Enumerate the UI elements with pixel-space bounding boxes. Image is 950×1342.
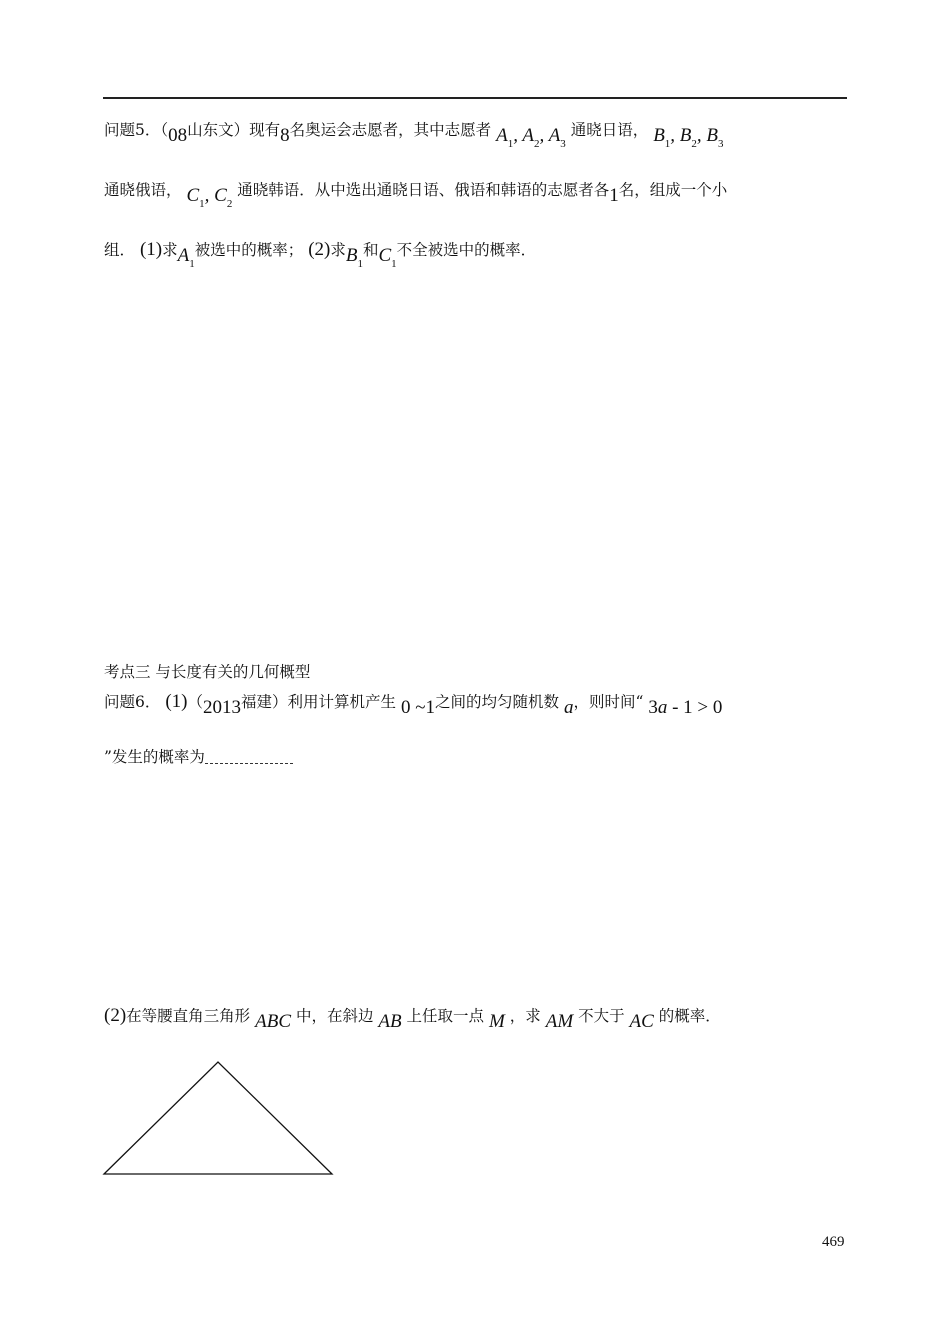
q5-ask2-and: 和 bbox=[362, 241, 379, 259]
q5-b3: $B_3$ bbox=[706, 125, 724, 150]
q6-part-1: (1) bbox=[165, 691, 188, 712]
q6-source-year: 2013 bbox=[203, 697, 241, 718]
q5-label: 问题 bbox=[104, 121, 136, 139]
q6-line-1 bbox=[104, 690, 723, 718]
q5-count: 8 bbox=[280, 125, 290, 146]
q5-source-name: 山东文）现有 bbox=[187, 121, 281, 139]
q5-c2: $C_2$ bbox=[214, 185, 233, 210]
q5-line-2: 通晓俄语， $C_1$, $C_2$ 通晓韩语．从中选出通晓日语、俄语和韩语的志愿者各1名，组成一个小 bbox=[104, 181, 728, 210]
q6-line-3 bbox=[104, 1004, 721, 1032]
q6-leg: AC bbox=[629, 1011, 654, 1032]
q5-text-4: 通晓韩语．从中选出通晓日语、俄语和韩语的志愿者各 bbox=[237, 181, 610, 199]
q5-ask1-var: $A_1$ bbox=[177, 245, 195, 270]
q5-text-2: 通晓日语， bbox=[570, 121, 649, 139]
q5-text-1: 名奥运会志愿者，其中志愿者 bbox=[289, 121, 492, 139]
q6-text-6: 上任取一点 bbox=[406, 1007, 485, 1025]
q5-text-6: 组． bbox=[104, 241, 136, 259]
q5-a1: $A_1$ bbox=[496, 125, 514, 150]
page-number: 469 bbox=[822, 1234, 845, 1250]
q5-part-2: (2) bbox=[308, 239, 331, 260]
q5-b2: $B_2$ bbox=[679, 125, 697, 150]
q5-number: 5． bbox=[135, 121, 161, 139]
q6-triangle-name: ABC bbox=[255, 1011, 291, 1032]
q5-ask1-rest: 被选中的概率； bbox=[194, 241, 304, 259]
q6-text-5: 中，在斜边 bbox=[295, 1007, 374, 1025]
q6-text-7: ，求 bbox=[509, 1007, 541, 1025]
q6-label: 问题 bbox=[104, 693, 136, 711]
q5-line-3 bbox=[104, 238, 537, 270]
q6-range: 0 ~1 bbox=[400, 697, 435, 718]
q6-paren-open: （ bbox=[187, 693, 203, 711]
q5-part-1: (1) bbox=[139, 239, 163, 260]
q6-source-name: 福建）利用计算机产生 bbox=[241, 693, 397, 711]
q5-b1: $B_1$ bbox=[653, 125, 671, 150]
q5-a2: $A_2$ bbox=[522, 125, 540, 150]
q6-var: a bbox=[563, 697, 574, 718]
q5-text-5: 名，组成一个小 bbox=[618, 181, 728, 199]
q5-line-1: 问题5．（08山东文）现有8名奥运会志愿者，其中志愿者 $A_1$, $A_2$, $A_3$ 通晓日语， $B_1$, $B_2$, $B_3$ bbox=[104, 121, 724, 150]
q6-number: 6． bbox=[135, 693, 161, 711]
q5-a3: $A_3$ bbox=[548, 125, 566, 150]
q5-paren-open: （ bbox=[160, 121, 169, 139]
q5-source-year: 08 bbox=[168, 125, 188, 146]
q6-text-4: 在等腰直角三角形 bbox=[126, 1007, 251, 1025]
answer-blank[interactable] bbox=[205, 749, 293, 764]
q6-text-2: ，则时间“ bbox=[573, 693, 644, 711]
q6-text-1: 之间的均匀随机数 bbox=[434, 693, 559, 711]
q6-part-2: (2) bbox=[104, 1005, 127, 1026]
q6-text-9: 的概率． bbox=[658, 1007, 721, 1025]
q6-hypotenuse: AB bbox=[378, 1011, 402, 1032]
q5-text-3: 通晓俄语， bbox=[104, 181, 182, 199]
q6-inequality: 3a - 1 > 0 bbox=[648, 697, 723, 718]
q5-one: 1 bbox=[609, 185, 619, 206]
q6-text-3: ”发生的概率为 bbox=[104, 748, 205, 766]
q5-ask2-rest: 不全被选中的概率． bbox=[396, 241, 537, 259]
q6-point: M bbox=[489, 1011, 505, 1032]
q5-ask-2: 求 bbox=[330, 241, 346, 259]
q6-segment: AM bbox=[545, 1011, 574, 1032]
triangle-diagram bbox=[100, 1058, 340, 1180]
section-3-title: 考点三 与长度有关的几何概型 bbox=[104, 663, 311, 681]
q6-text-8: 不大于 bbox=[578, 1007, 625, 1025]
q5-c1: $C_1$ bbox=[186, 185, 205, 210]
q5-ask-1: 求 bbox=[162, 241, 178, 259]
q6-line-2 bbox=[104, 745, 293, 767]
isosceles-right-triangle bbox=[104, 1062, 332, 1174]
q5-ask2-var2: $C_1$ bbox=[378, 245, 397, 270]
q5-ask2-var1: $B_1$ bbox=[345, 245, 363, 270]
header-rule bbox=[103, 97, 847, 99]
